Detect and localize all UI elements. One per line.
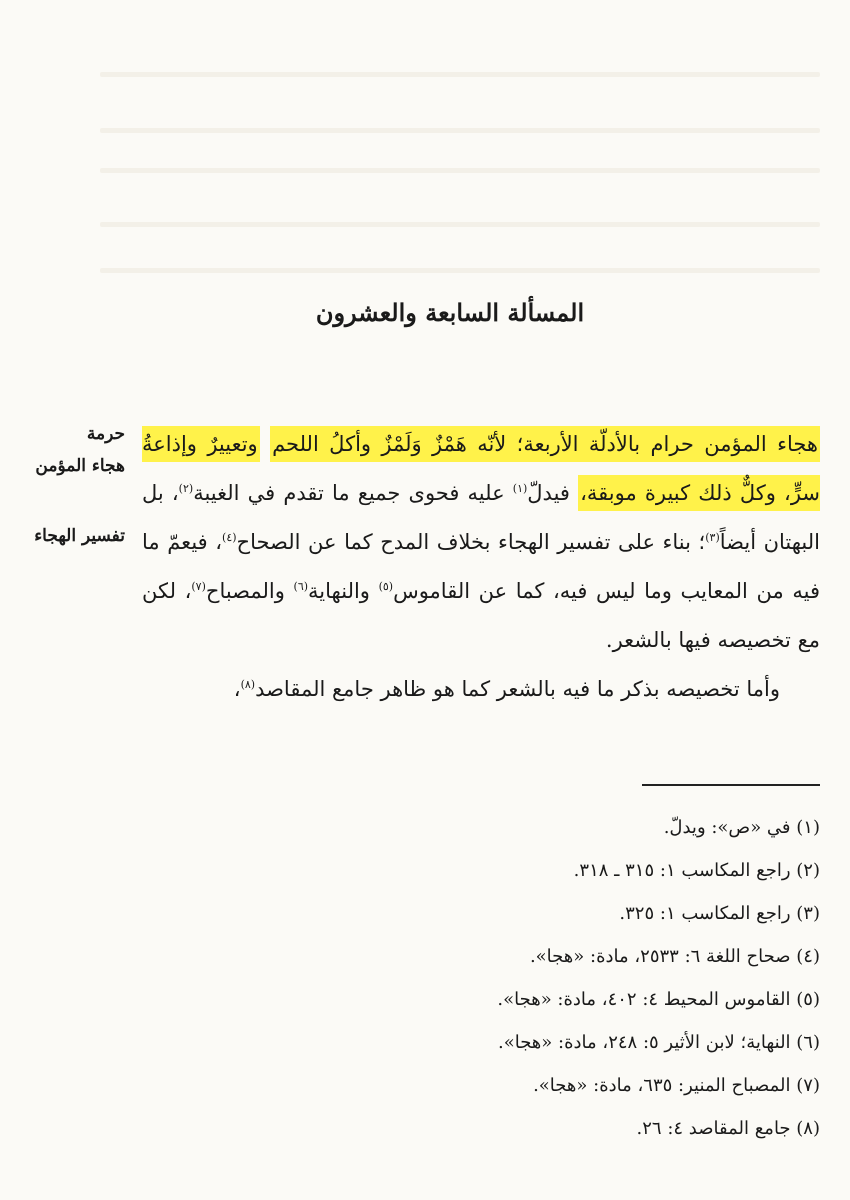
footnote-ref[interactable]: (١)	[512, 482, 528, 495]
body-text-span: عليه فحوى جميع ما تقدم في الغيبة	[193, 481, 513, 505]
footnote-item: (٢) راجع المكاسب ١: ٣١٥ ـ ٣١٨.	[573, 860, 820, 881]
footnote-ref[interactable]: (٨)	[240, 678, 256, 691]
bleed-through-line	[100, 168, 820, 173]
bleed-through-line	[100, 268, 820, 273]
section-title: المسألة السابعة والعشرون	[315, 298, 585, 327]
body-text-span: ، فيعمّ ما فيه من المعايب وما ليس فيه، كما عن القاموس	[142, 530, 820, 603]
body-text-span: والنهاية	[308, 579, 379, 603]
bleed-through-line	[100, 222, 820, 227]
footnote-ref[interactable]: (٤)	[222, 531, 237, 544]
margin-note-heading: هجاء المؤمن	[35, 456, 125, 476]
body-text-span: فيدلّ	[527, 481, 579, 505]
footnote-item: (٦) النهاية؛ لابن الأثير ٥: ٢٤٨، مادة: «هجا».	[497, 1032, 820, 1053]
footnote-item: (٧) المصباح المنير: ٦٣٥، مادة: «هجا».	[533, 1075, 820, 1096]
bleed-through-line	[100, 72, 820, 77]
footnote-ref[interactable]: (٥)	[378, 580, 394, 593]
highlighted-text: وتعييرٌ وإذاعةُ سرٍّ، وكلٌّ ذلك كبيرة موبقة،	[142, 426, 820, 511]
footnote-ref[interactable]: (٣)	[705, 531, 720, 544]
highlighted-text: هجاء المؤمن حرام بالأدلّة الأربعة؛ لأنّه هَمْزٌ وَلَمْزٌ وأكلُ اللحم	[270, 426, 820, 462]
footnote-item: (٥) القاموس المحيط ٤: ٤٠٢، مادة: «هجا».	[497, 989, 820, 1010]
footnote-ref[interactable]: (٢)	[178, 482, 194, 495]
footnote-item: (٤) صحاح اللغة ٦: ٢٥٣٣، مادة: «هجا».	[529, 946, 820, 967]
body-text-span: وأما تخصيصه بذكر ما فيه بالشعر كما هو ظاهر جامع المقاصد	[255, 677, 780, 701]
main-text	[142, 420, 820, 714]
footnote-item: (٨) جامع المقاصد ٤: ٢٦.	[636, 1118, 820, 1139]
footnote-item: (١) في «ص»: ويدلّ.	[663, 817, 820, 838]
paragraph	[142, 420, 820, 665]
footnote-ref[interactable]: (٦)	[293, 580, 309, 593]
body-text-span: ، بل البهتان أيضاً	[142, 481, 821, 554]
margin-note-heading: تفسير الهجاء	[34, 526, 125, 546]
footnote-divider	[642, 784, 820, 786]
footnote-item: (٣) راجع المكاسب ١: ٣٢٥.	[619, 903, 820, 924]
footnotes-list	[300, 806, 820, 1150]
bleed-through-line	[100, 128, 820, 133]
paragraph	[142, 665, 820, 714]
body-text-span: ،	[233, 677, 241, 701]
body-text-span: ، لكن مع تخصيصه فيها بالشعر.	[142, 579, 820, 652]
body-text-span: ؛ بناء على تفسير الهجاء بخلاف المدح كما عن الصحاح	[236, 530, 706, 554]
margin-note-heading: حرمة	[86, 424, 125, 444]
body-text-span: والمصباح	[205, 579, 294, 603]
footnote-ref[interactable]: (٧)	[191, 580, 206, 593]
